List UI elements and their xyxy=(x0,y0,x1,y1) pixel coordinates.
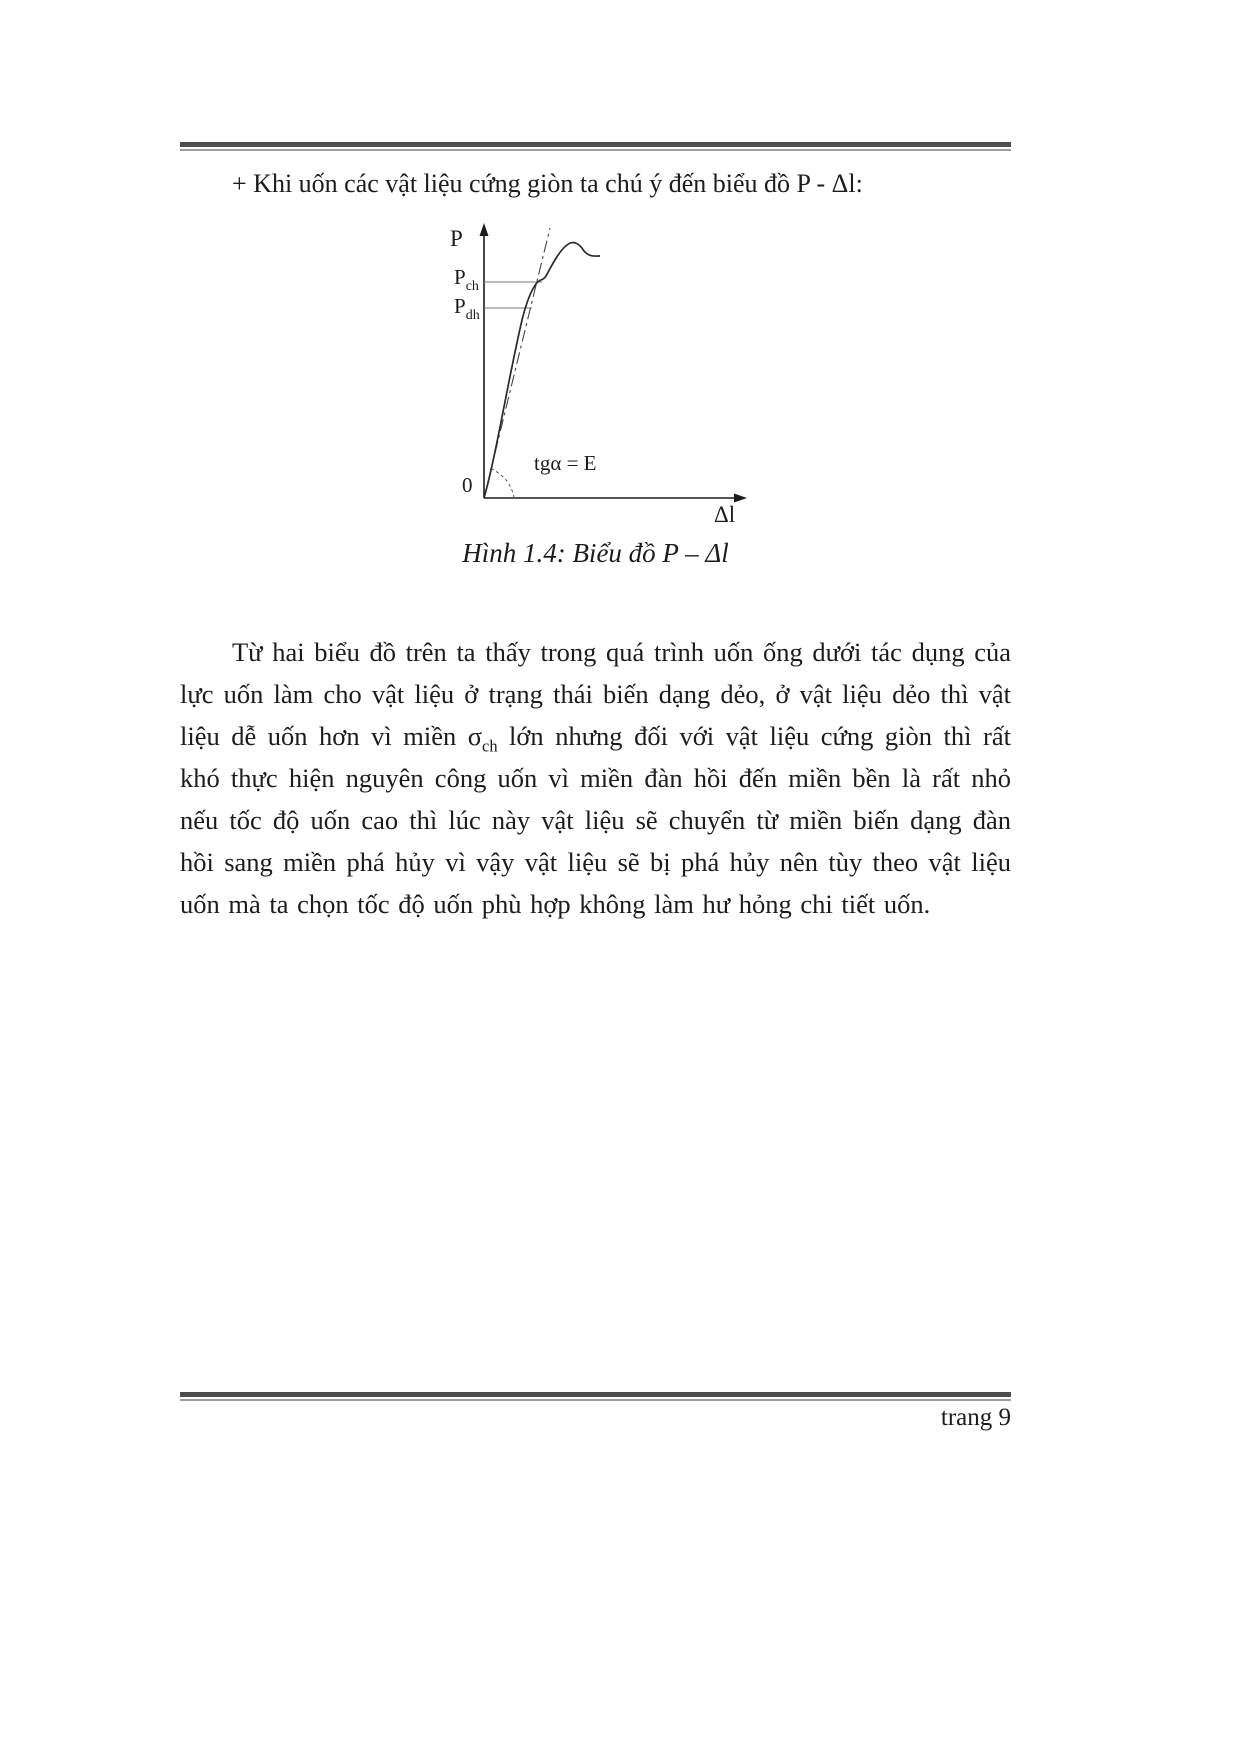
origin-label: 0 xyxy=(462,473,473,497)
footer-rule-thin-line xyxy=(180,1399,1011,1401)
footer-rule xyxy=(180,1392,1011,1401)
page-number: trang 9 xyxy=(940,1404,1011,1431)
y-axis-label: P xyxy=(450,226,463,251)
alpha-angle-arc xyxy=(492,469,514,498)
paragraph-text-part1: Từ hai biểu đồ trên ta thấy trong quá trình uốn ống dưới tác dụng của lực uốn làm cho vật liệu ở trạng thái biến dạng dẻo, ở vật liệu dẻo thì vật liệu dễ uốn hơn vì miền xyxy=(180,636,1011,751)
body-paragraph xyxy=(180,631,1011,925)
y-axis-arrow-icon xyxy=(480,223,489,236)
figure-caption: Hình 1.4: Biểu đồ P – Δl xyxy=(462,538,729,568)
x-axis-arrow-icon xyxy=(734,494,747,503)
p-ch-label: $P_{ch}$ xyxy=(454,265,479,294)
figure-p-delta-l xyxy=(180,220,1011,534)
intro-line: + Khi uốn các vật liệu cứng giòn ta chú ý đến biểu đồ P - Δl: xyxy=(232,169,863,198)
p-dh-label: $P_{dh}$ xyxy=(454,294,480,323)
p-delta-l-diagram xyxy=(442,220,782,534)
paragraph-text-part2: lớn nhưng đối với vật liệu cứng giòn thì rất khó thực hiện nguyên công uốn vì miền đàn hồi đến miền bền là rất nhỏ nếu tốc độ uốn cao thì lúc này vật liệu sẽ chuyển từ miền biến dạng đàn hồi sang miền phá hủy vì vậy vật liệu sẽ bị phá hủy nên tùy theo vật liệu uốn mà ta chọn tốc độ uốn phù hợp không làm hư hỏng chi tiết uốn. xyxy=(180,720,1011,919)
sigma-symbol: σ xyxy=(467,720,483,751)
sigma-subscript: ch xyxy=(482,735,498,755)
header-rule xyxy=(180,142,1011,151)
x-axis-label: Δl xyxy=(714,502,736,527)
header-rule-thin-line xyxy=(180,149,1011,151)
slope-annotation: tgα = E xyxy=(534,451,597,475)
